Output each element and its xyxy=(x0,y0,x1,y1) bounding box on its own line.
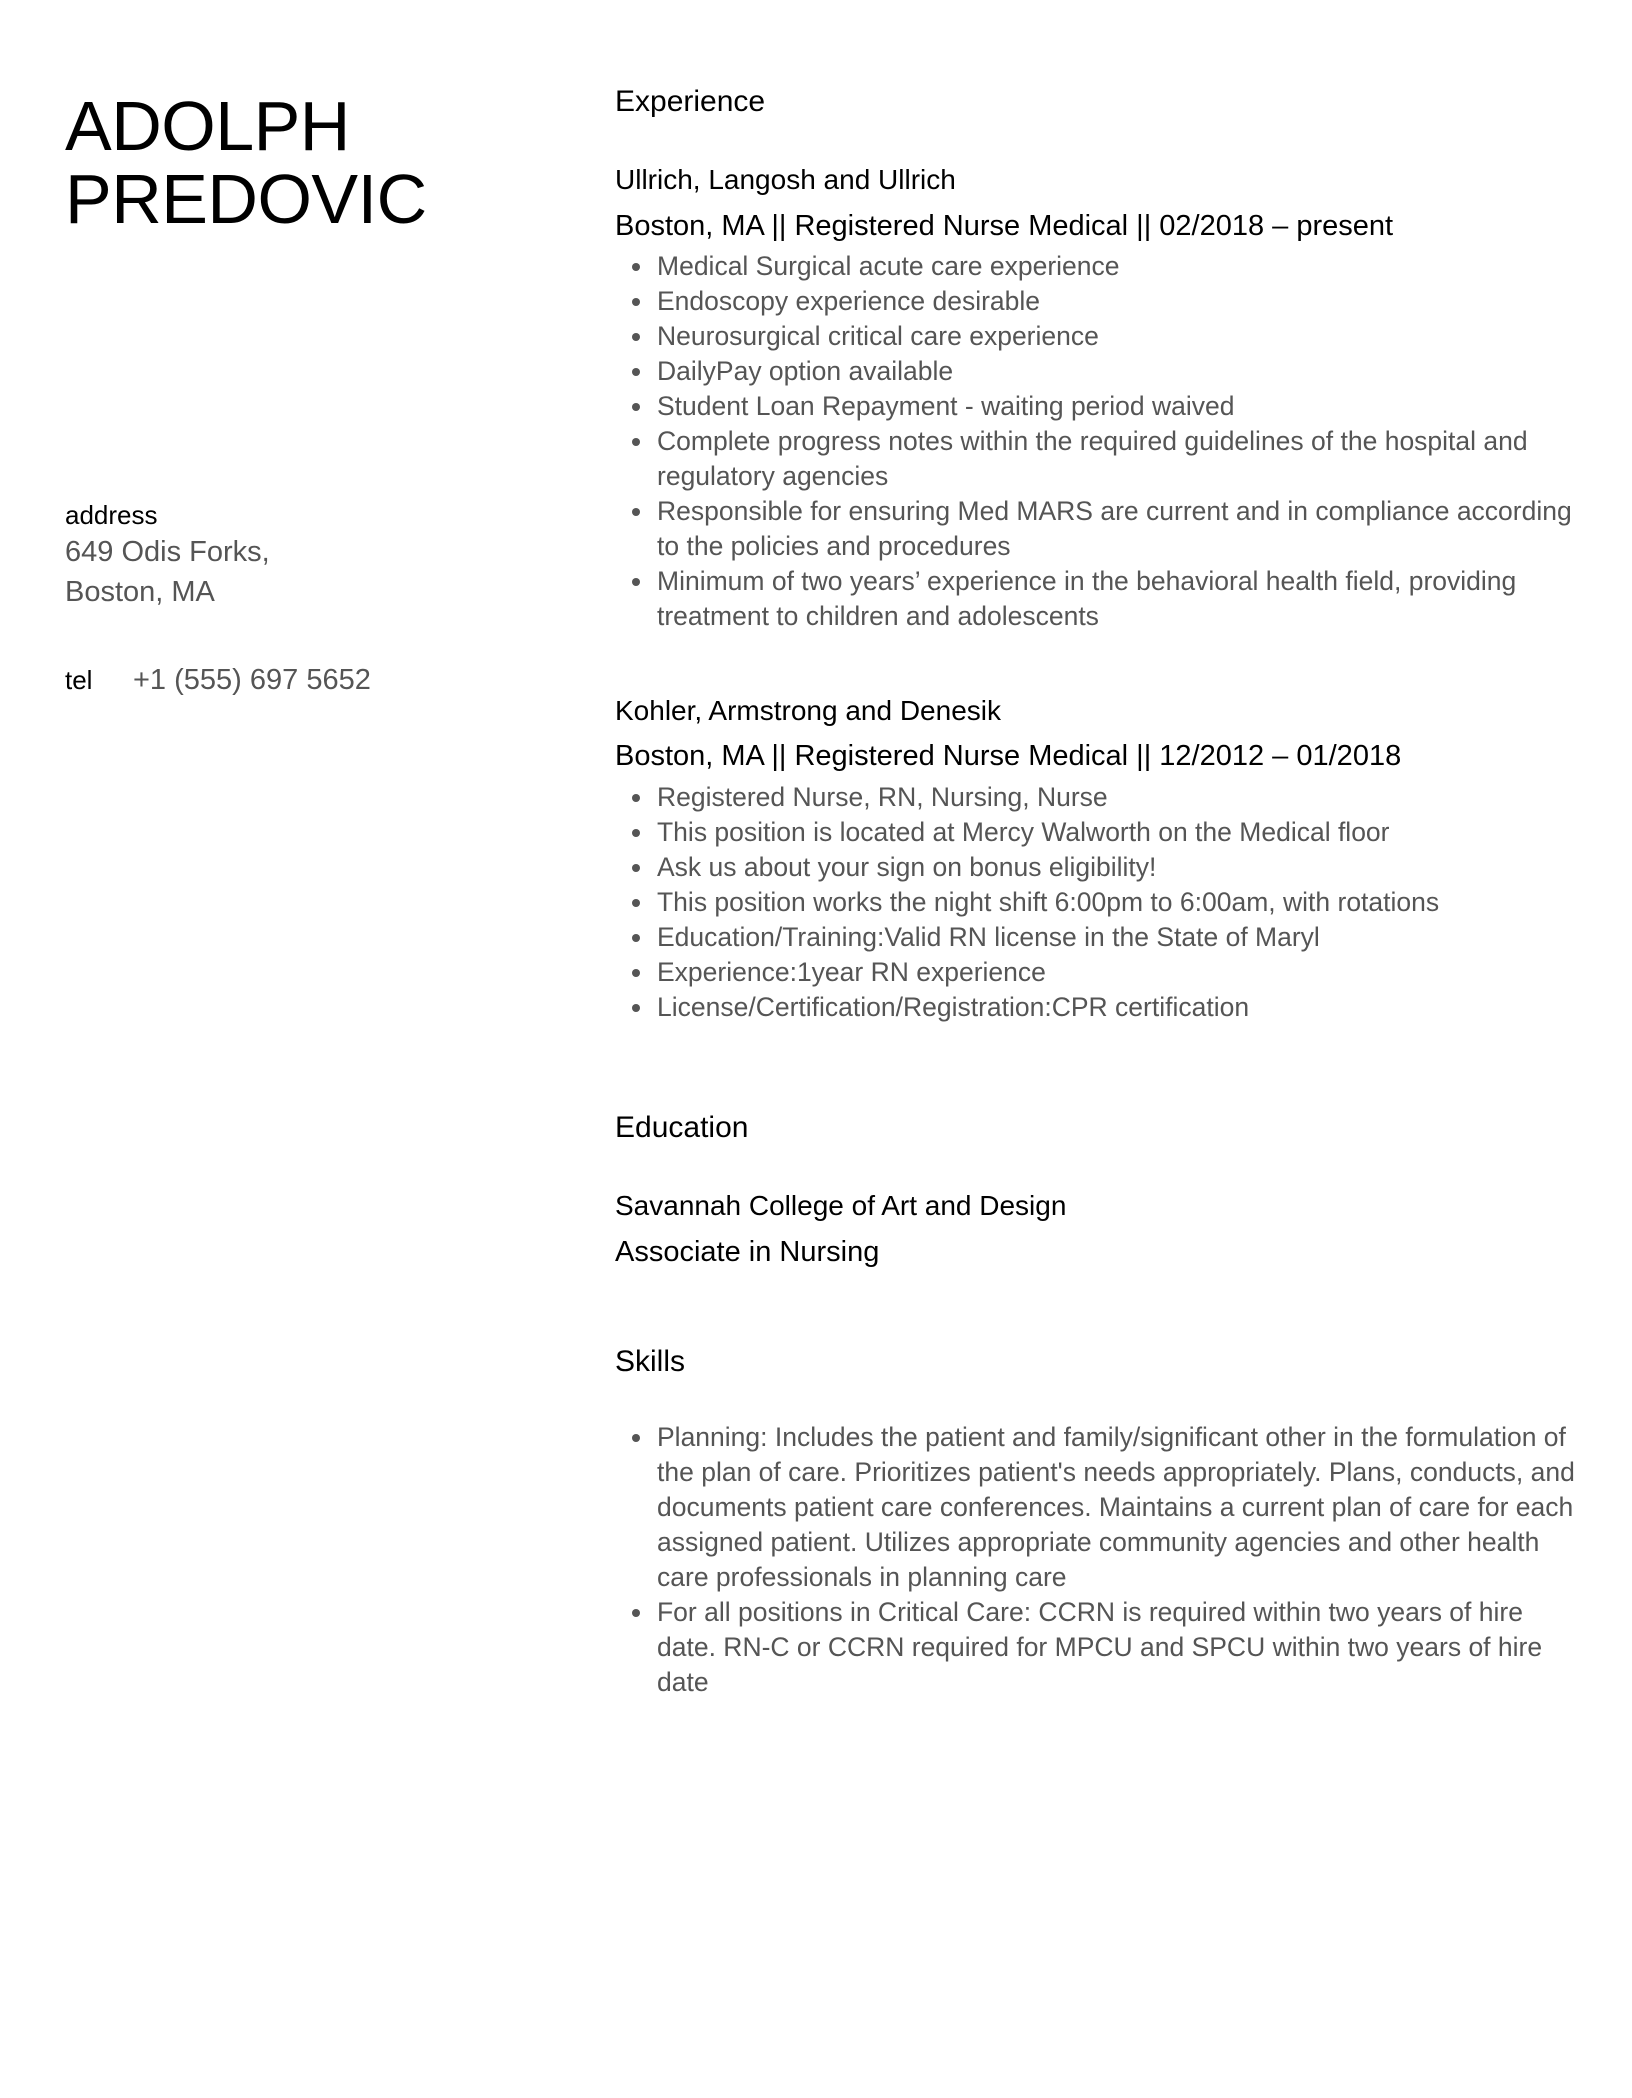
list-item: For all positions in Critical Care: CCRN is required within two years of hire date. RN-C or CCRN required for MPCU and SPCU within two years of hire date xyxy=(657,1595,1587,1700)
name-line-last: PREDOVIC xyxy=(65,160,427,238)
list-item: Student Loan Repayment - waiting period waived xyxy=(657,389,1587,424)
list-item: Experience:1year RN experience xyxy=(657,955,1587,990)
job-role-line: Boston, MA || Registered Nurse Medical || 12/2012 – 01/2018 xyxy=(615,740,1402,772)
job-company: Ullrich, Langosh and Ullrich xyxy=(615,164,956,195)
address-line-2: Boston, MA xyxy=(65,576,215,608)
job-role-line: Boston, MA || Registered Nurse Medical || 02/2018 – present xyxy=(615,210,1394,242)
list-item: Medical Surgical acute care experience xyxy=(657,249,1587,284)
list-item: Endoscopy experience desirable xyxy=(657,284,1587,319)
job-company: Kohler, Armstrong and Denesik xyxy=(615,695,1001,726)
school-name: Savannah College of Art and Design xyxy=(615,1190,1067,1221)
job-bullet-list xyxy=(615,780,1587,1025)
name-line-first: ADOLPH xyxy=(65,87,350,165)
list-item: Planning: Includes the patient and family/significant other in the formulation of the plan of care. Prioritizes patient's needs appropriately. Plans, conducts, and documents patient care conferences. Maintains a current plan of care for each assigned patient. Utilizes appropriate community agencies and other health care professionals in planning care xyxy=(657,1420,1587,1595)
list-item: License/Certification/Registration:CPR certification xyxy=(657,990,1587,1025)
list-item: Responsible for ensuring Med MARS are current and in compliance according to the policies and procedures xyxy=(657,494,1587,564)
experience-heading: Experience xyxy=(615,85,766,118)
list-item: Ask us about your sign on bonus eligibility! xyxy=(657,850,1587,885)
address-label: address xyxy=(65,500,158,530)
list-item: Complete progress notes within the required guidelines of the hospital and regulatory agencies xyxy=(657,424,1587,494)
list-item: Registered Nurse, RN, Nursing, Nurse xyxy=(657,780,1587,815)
candidate-name xyxy=(65,87,565,238)
phone-block xyxy=(65,664,371,697)
list-item: Education/Training:Valid RN license in the State of Maryl xyxy=(657,920,1587,955)
list-item: Neurosurgical critical care experience xyxy=(657,319,1587,354)
list-item: Minimum of two years’ experience in the behavioral health field, providing treatment to children and adolescents xyxy=(657,564,1587,634)
list-item: This position works the night shift 6:00pm to 6:00am, with rotations xyxy=(657,885,1587,920)
degree: Associate in Nursing xyxy=(615,1236,880,1268)
skills-heading: Skills xyxy=(615,1345,686,1378)
education-heading: Education xyxy=(615,1111,749,1144)
phone-label: tel xyxy=(65,665,93,695)
job-bullet-list xyxy=(615,249,1587,634)
skills-bullet-list xyxy=(615,1420,1587,1700)
address-block xyxy=(65,498,545,612)
list-item: This position is located at Mercy Walworth on the Medical floor xyxy=(657,815,1587,850)
list-item: DailyPay option available xyxy=(657,354,1587,389)
phone-number: +1 (555) 697 5652 xyxy=(133,664,371,696)
sidebar xyxy=(65,87,565,238)
address-line-1: 649 Odis Forks, xyxy=(65,536,270,568)
